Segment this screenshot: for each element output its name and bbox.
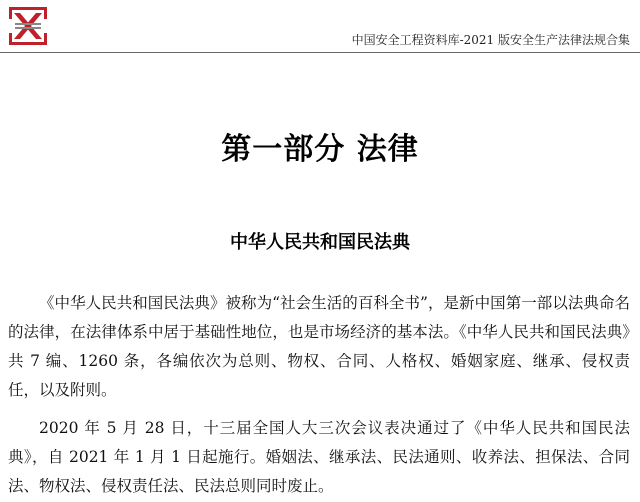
body-paragraph-2 bbox=[8, 414, 630, 501]
body-paragraph-1 bbox=[8, 289, 630, 405]
paragraph-text: 《中华人民共和国民法典》被称为“社会生活的百科全书”，是新中国第一部以法典命名的法律，在法律体系中居于基础性地位，也是市场经济的基本法。《中华人民共和国民法典》共 7 编、1260 条，各编依次为总则、物权、合同、人格权、婚姻家庭、继承、侵权责任，以及附则。 bbox=[8, 294, 630, 399]
paragraph-text: 2020 年 5 月 28 日，十三届全国人大三次会议表决通过了《中华人民共和国民法典》，自 2021 年 1 月 1 日起施行。婚姻法、继承法、民法通则、收养法、担保法、合同法、物权法、侵权责任法、民法总则同时废止。 bbox=[8, 419, 630, 495]
page-header bbox=[0, 0, 640, 58]
part-title: 第一部分 法律 bbox=[221, 132, 419, 167]
header-title: 中国安全工程资料库-2021 版安全生产法律法规合集 bbox=[351, 33, 630, 47]
law-title: 中华人民共和国民法典 bbox=[230, 232, 410, 253]
publisher-logo-icon bbox=[8, 6, 48, 46]
header-divider bbox=[0, 52, 640, 53]
